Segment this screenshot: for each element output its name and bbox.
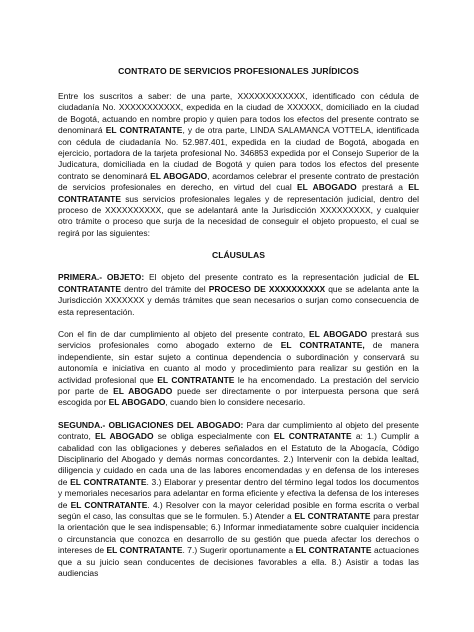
text-run: dentro del trámite del bbox=[120, 283, 209, 294]
bold-text-run: EL CONTRATANTE bbox=[105, 125, 183, 136]
text-run: , y de otra parte, LINDA SALAMANCA VOTTELA, identificada con cédula de ciudadanía No. 52.987.401, expedida en la ciudad de Bogotá, abogada en ejercicio, portadora de la tarjeta profesional No. 346853 expedida por el Consejo Superior de la Judicatura, domiciliada en la ciudad de Bogotá y quien para todos los efectos del presente contrato se denominará bbox=[58, 125, 420, 181]
text-run: Entre los suscritos a saber: de una parte, XXXXXXXXXXXX, identificado con cédula de ciudadanía No. XXXXXXXXXXX, expedida en la ciudad de XXXXXX, domiciliado en la ciudad de Bogotá, actuando en nombre propio y quien para todos los efectos del presente contrato se denominará bbox=[58, 91, 419, 136]
text-run: puede ser directamente o por interpuesta persona que será escogida por bbox=[58, 385, 419, 408]
bold-text-run: EL CONTRATANTE bbox=[294, 511, 371, 521]
bold-text-run: EL ABOGADO bbox=[297, 182, 357, 193]
text-run: para prestar la orientación que le sea indispensable; 6.) Informar inmediatamente sobre cualquier incidencia o circunstancia que conozca en desarrollo de su gestión que pueda afectar los derechos o intereses de bbox=[58, 511, 420, 556]
bold-text-run: EL ABOGADO bbox=[113, 385, 173, 396]
clausulas-heading: CLÁUSULAS bbox=[212, 250, 265, 261]
bold-text-run: EL CONTRATANTE bbox=[273, 431, 352, 442]
bold-text-run: EL CONTRATANTE bbox=[70, 476, 147, 487]
bold-text-run: EL ABOGADO bbox=[150, 170, 208, 181]
bold-text-run: SEGUNDA.- OBLIGACIONES DEL ABOGADO: bbox=[58, 419, 244, 430]
text-run: Con el fin de dar cumplimiento al objeto del presente contrato, bbox=[58, 328, 309, 339]
document-title: CONTRATO DE SERVICIOS PROFESIONALES JURÍDICOS bbox=[118, 66, 359, 76]
clause-segunda-paragraph bbox=[58, 420, 419, 580]
text-run: prestará sus servicios profesionales como abogado externo de bbox=[58, 328, 420, 351]
text-run: se obliga especialmente con bbox=[153, 431, 274, 442]
bold-text-run: EL CONTRATANTE bbox=[58, 272, 419, 294]
text-run: El objeto del presente contrato es la representación judicial de bbox=[144, 272, 409, 283]
text-run: Para dar cumplimiento al objeto del presente contrato, bbox=[58, 419, 419, 442]
bold-text-run: EL CONTRATANTE bbox=[70, 499, 148, 510]
bold-text-run: EL CONTRATANTE bbox=[295, 545, 372, 556]
text-run: que se adelanta ante la Jurisdicción XXXXXXX y demás trámites que sean necesarios o surjan como consecuencia de esta representación. bbox=[58, 283, 419, 317]
cumplimiento-paragraph bbox=[58, 329, 419, 409]
bold-text-run: EL CONTRATANTE bbox=[58, 182, 419, 204]
text-run: , cuando bien lo considere necesario. bbox=[165, 397, 306, 408]
text-run: a: 1.) Cumplir a cabalidad con las obligaciones y deberes señalados en el Estatuto de la Abogacía, Código Disciplinario del Abogado y demás normas concordantes. 2.) Intervenir con la debida lealtad, diligencia y cuidado en cada una de las labores encomendadas y en defensa de los intereses de bbox=[58, 431, 419, 487]
text-run: actuaciones que a su juicio sean conducentes de decisiones favorables a ella. 8.) Asistir a todas las audiencias bbox=[58, 545, 420, 579]
bold-text-run: EL ABOGADO bbox=[108, 397, 166, 408]
bold-text-run: EL CONTRATANTE, bbox=[280, 340, 365, 351]
text-run: , acordamos celebrar el presente contrato de prestación de servicios profesionales en derecho, en virtud del cual bbox=[58, 170, 419, 193]
bold-text-run: EL ABOGADO bbox=[95, 431, 154, 442]
clause-primera-paragraph bbox=[58, 272, 419, 318]
bold-text-run: PROCESO DE XXXXXXXXXX bbox=[208, 283, 326, 294]
bold-text-run: PRIMERA.- OBJETO: bbox=[58, 272, 145, 283]
bold-text-run: EL ABOGADO bbox=[309, 328, 368, 339]
text-run: . 4.) Resolver con la mayor celeridad posible en forma escrita o verbal según el caso, las consultas que se le formulen. 5.) Atender a bbox=[58, 499, 419, 521]
text-run: le ha encomendado. La prestación del servicio por parte de bbox=[58, 374, 419, 396]
text-run: . 7.) Sugerir oportunamente a bbox=[182, 545, 296, 556]
bold-text-run: EL CONTRATANTE bbox=[106, 545, 183, 556]
text-run: sus servicios profesionales legales y de representación judicial, dentro del proceso de XXXXXXXXXX, que se adelantará ante la Jurisdicción XXXXXXXXX, y cualquier otro trámite o proceso que surja de la necesidad de conseguir el objeto propuesto, el cual se regirá por las siguientes: bbox=[58, 193, 419, 238]
bold-text-run: EL CONTRATANTE bbox=[157, 374, 235, 385]
intro-paragraph bbox=[58, 91, 419, 239]
text-run: . 3.) Elaborar y presentar dentro del término legal todos los documentos y memoriales necesarios para adelantar en forma eficiente y efectiva la defensa de los intereses de bbox=[58, 476, 419, 510]
text-run: prestará a bbox=[356, 182, 409, 193]
text-run: de manera independiente, sin estar sujeto a continua dependencia o subordinación y conservará su autonomía e iniciativa en cuanto al modo y procedimiento para realizar su gestión en la actividad profesional que bbox=[58, 340, 419, 385]
